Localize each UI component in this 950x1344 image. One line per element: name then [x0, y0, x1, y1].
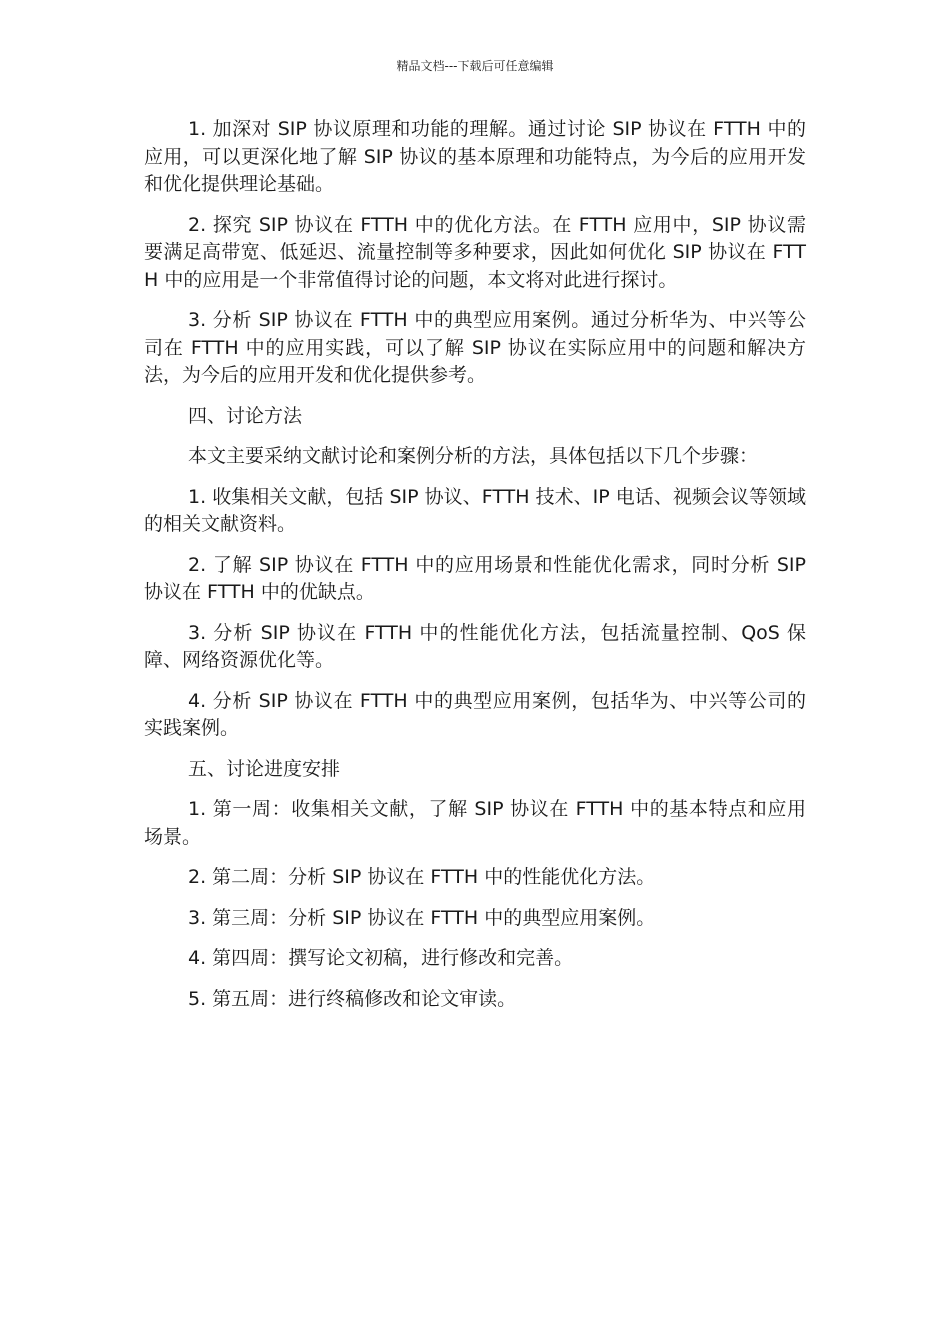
- methods-intro-paragraph: 本文主要采纳文献讨论和案例分析的方法，具体包括以下几个步骤：: [188, 445, 759, 467]
- method-step-2: 2. 了解 SIP 协议在 FTTH 中的应用场景和性能优化需求，同时分析 SIP 协议在 FTTH 中的优缺点。: [144, 553, 806, 603]
- document-body: [144, 116, 806, 1026]
- objective-3-paragraph: 3. 分析 SIP 协议在 FTTH 中的典型应用案例。通过分析华为、中兴等公司在 FTTH 中的应用实践，可以了解 SIP 协议在实际应用中的问题和解决方法，为今后的应用开发和优化提供参考。: [144, 309, 806, 386]
- schedule-week-5: 5. 第五周：进行终稿修改和论文审读。: [188, 987, 517, 1010]
- section-heading-methods: 四、讨论方法: [188, 404, 303, 427]
- method-step-1: 1. 收集相关文献，包括 SIP 协议、FTTH 技术、IP 电话、视频会议等领域的相关文献资料。: [144, 485, 806, 535]
- section-heading-schedule: 五、讨论进度安排: [188, 757, 341, 780]
- method-step-3: 3. 分析 SIP 协议在 FTTH 中的性能优化方法，包括流量控制、QoS 保障、网络资源优化等。: [144, 621, 806, 671]
- schedule-week-3: 3. 第三周：分析 SIP 协议在 FTTH 中的典型应用案例。: [188, 906, 656, 929]
- page-header: 精品文档---下载后可任意编辑: [396, 59, 554, 73]
- method-step-4: 4. 分析 SIP 协议在 FTTH 中的典型应用案例，包括华为、中兴等公司的实践案例。: [144, 689, 806, 739]
- schedule-week-4: 4. 第四周：撰写论文初稿，进行修改和完善。: [188, 947, 574, 969]
- objective-1-paragraph: 1. 加深对 SIP 协议原理和功能的理解。通过讨论 SIP 协议在 FTTH 中的应用，可以更深化地了解 SIP 协议的基本原理和功能特点，为今后的应用开发和优化提供理论基础。: [144, 118, 806, 195]
- schedule-week-2: 2. 第二周：分析 SIP 协议在 FTTH 中的性能优化方法。: [188, 866, 656, 888]
- schedule-week-1: 1. 第一周：收集相关文献，了解 SIP 协议在 FTTH 中的基本特点和应用场景。: [144, 798, 806, 848]
- objective-2-paragraph: 2. 探究 SIP 协议在 FTTH 中的优化方法。在 FTTH 应用中，SIP 协议需要满足高带宽、低延迟、流量控制等多种要求，因此如何优化 SIP 协议在 FTTH 中的应用是一个非常值得讨论的问题，本文将对此进行探讨。: [144, 213, 806, 291]
